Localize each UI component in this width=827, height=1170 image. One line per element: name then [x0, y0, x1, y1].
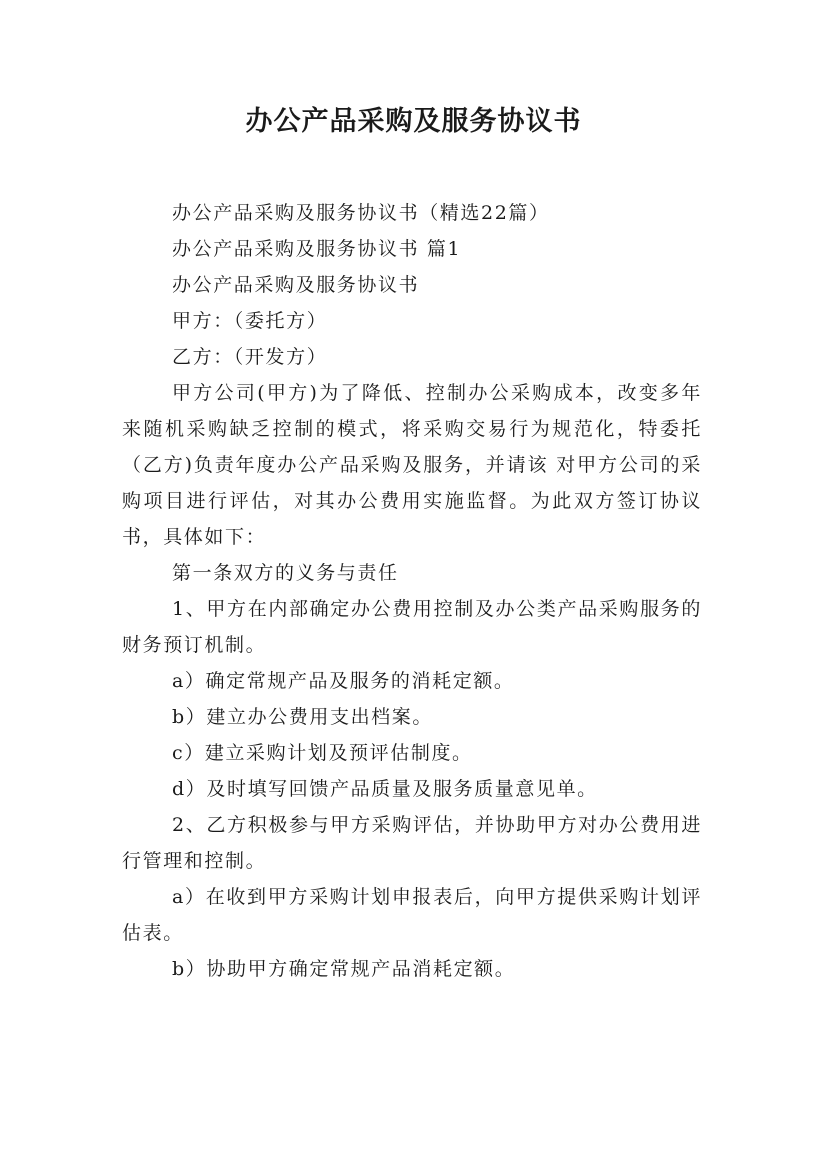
article-one-heading: 第一条双方的义务与责任 [172, 562, 399, 584]
agreement-heading: 办公产品采购及服务协议书 [172, 274, 420, 296]
subtitle-paragraph: 办公产品采购及服务协议书（精选22篇） [172, 202, 550, 224]
clause-2a: a）在收到甲方采购计划申报表后，向甲方提供采购计划评估表。 [122, 886, 702, 944]
clause-1d: d）及时填写回馈产品质量及服务质量意见单。 [172, 778, 598, 800]
clause-2b: b）协助甲方确定常规产品消耗定额。 [172, 958, 516, 980]
party-b-line: 乙方：（开发方） [172, 346, 328, 368]
clause-1b: b）建立办公费用支出档案。 [172, 706, 433, 728]
intro-paragraph: 甲方公司(甲方)为了降低、控制办公采购成本，改变多年来随机采购缺乏控制的模式，将采购交易行为规范化，特委托（乙方)负责年度办公产品采购及服务，并请该 对甲方公司的采购项目进行评估，对其办公费用实施监督。为此双方签订协议书，具体如下： [122, 382, 702, 548]
document-body [122, 195, 702, 987]
party-a-line: 甲方：（委托方） [172, 310, 328, 332]
document-title: 办公产品采购及服务协议书 [245, 106, 582, 137]
clause-1c: c）建立采购计划及预评估制度。 [172, 742, 473, 764]
clause-1a: a）确定常规产品及服务的消耗定额。 [172, 670, 515, 692]
clause-1: 1、甲方在内部确定办公费用控制及办公类产品采购服务的财务预订机制。 [122, 598, 702, 656]
section-heading: 办公产品采购及服务协议书 篇1 [172, 238, 462, 260]
clause-2: 2、乙方积极参与甲方采购评估，并协助甲方对办公费用进行管理和控制。 [122, 814, 702, 872]
